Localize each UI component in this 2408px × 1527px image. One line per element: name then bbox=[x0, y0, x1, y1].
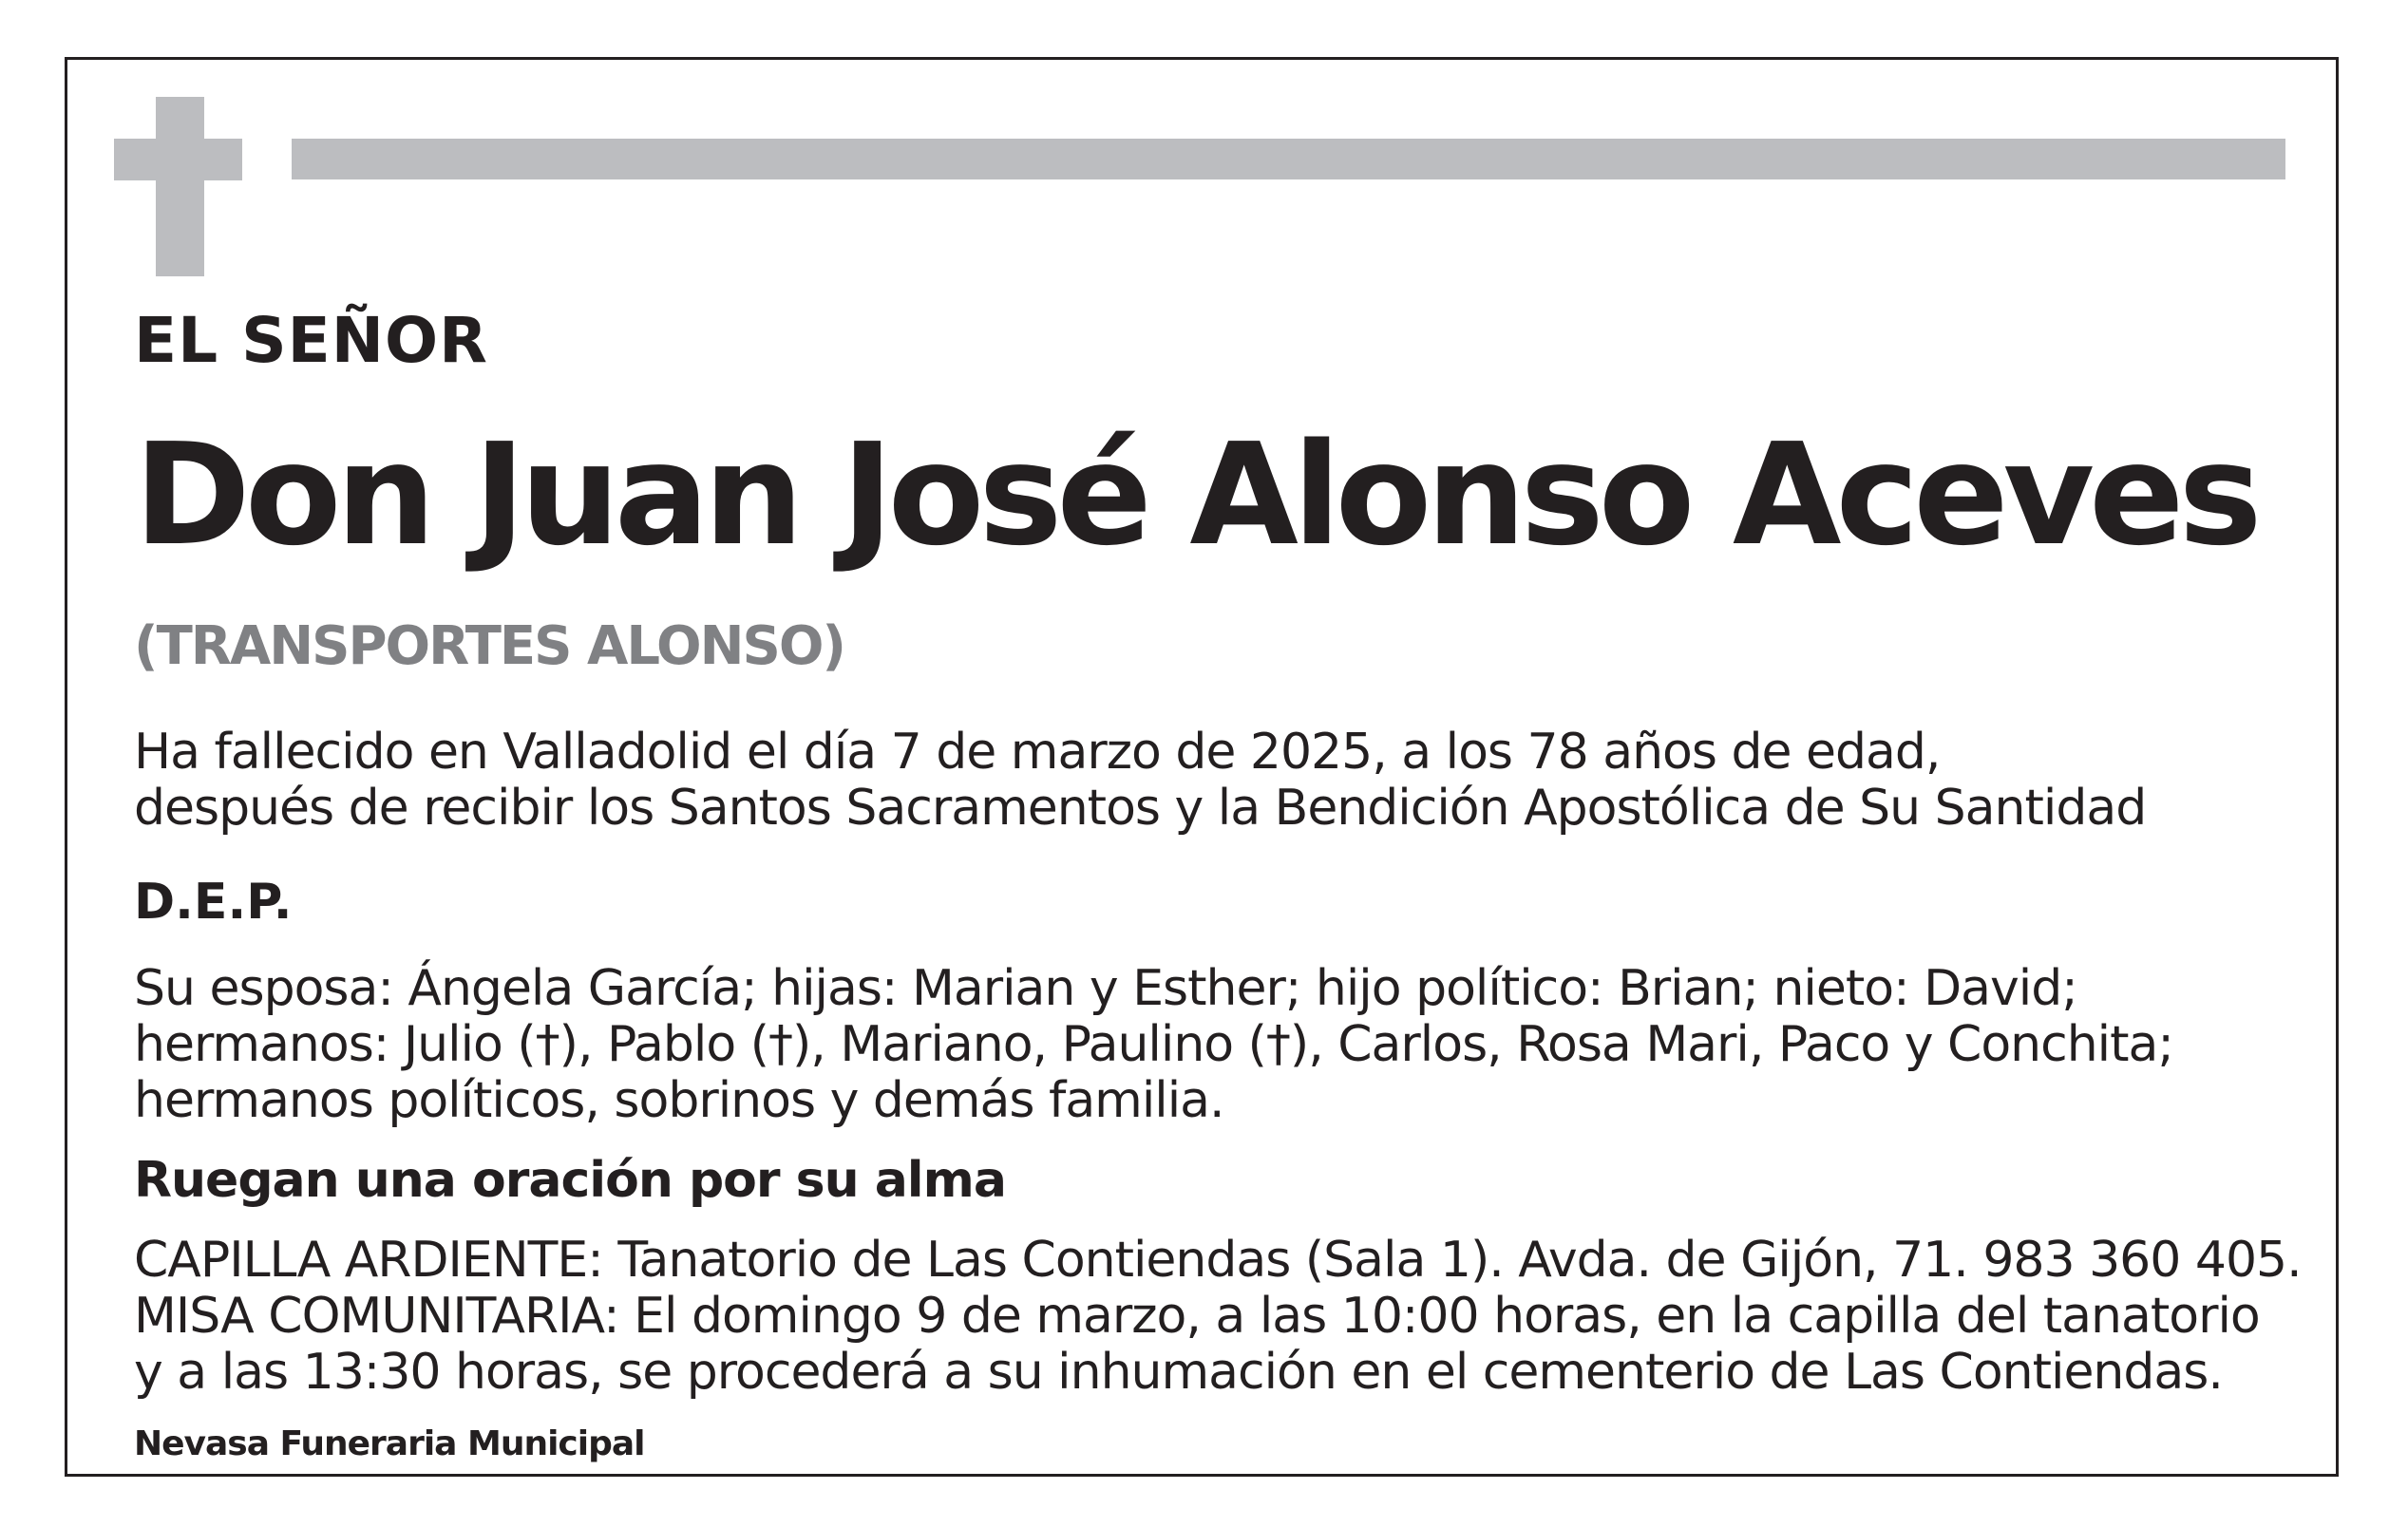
service-line: y a las 13:30 horas, se procederá a su inhumación en el cementerio de Las Contiendas. bbox=[134, 1344, 2223, 1401]
dep-label: D.E.P. bbox=[134, 874, 293, 931]
service-line: MISA COMUNITARIA: El domingo 9 de marzo, a las 10:00 horas, en la capilla del tanatorio bbox=[134, 1288, 2260, 1345]
cross-icon-horizontal bbox=[114, 139, 242, 180]
family-line: hermanos políticos, sobrinos y demás familia. bbox=[134, 1072, 1224, 1129]
death-paragraph bbox=[134, 725, 2146, 837]
family-line: Su esposa: Ángela García; hijas: Marian y Esther; hijo político: Brian; nieto: David; bbox=[134, 960, 2077, 1017]
prayer-request: Ruegan una oración por su alma bbox=[134, 1152, 1006, 1209]
family-line: hermanos: Julio (†), Pablo (†), Mariano, Paulino (†), Carlos, Rosa Mari, Paco y Conchita; bbox=[134, 1016, 2173, 1073]
notice-title: EL SEÑOR bbox=[134, 304, 488, 377]
deceased-name: Don Juan José Alonso Aceves bbox=[134, 413, 2257, 576]
funeral-home-name: Nevasa Funeraria Municipal bbox=[134, 1424, 645, 1463]
company-name: (TRANSPORTES ALONSO) bbox=[134, 615, 845, 677]
death-line: después de recibir los Santos Sacramentos y la Bendición Apostólica de Su Santidad bbox=[134, 780, 2147, 837]
death-line: Ha fallecido en Valladolid el día 7 de marzo de 2025, a los 78 años de edad, bbox=[134, 724, 1941, 781]
service-line: CAPILLA ARDIENTE: Tanatorio de Las Contiendas (Sala 1). Avda. de Gijón, 71. 983 360 405. bbox=[134, 1232, 2302, 1289]
family-paragraph bbox=[134, 961, 2173, 1129]
header-rule bbox=[292, 139, 2285, 179]
service-paragraph bbox=[134, 1233, 2302, 1401]
cross-icon-vertical bbox=[156, 97, 204, 276]
